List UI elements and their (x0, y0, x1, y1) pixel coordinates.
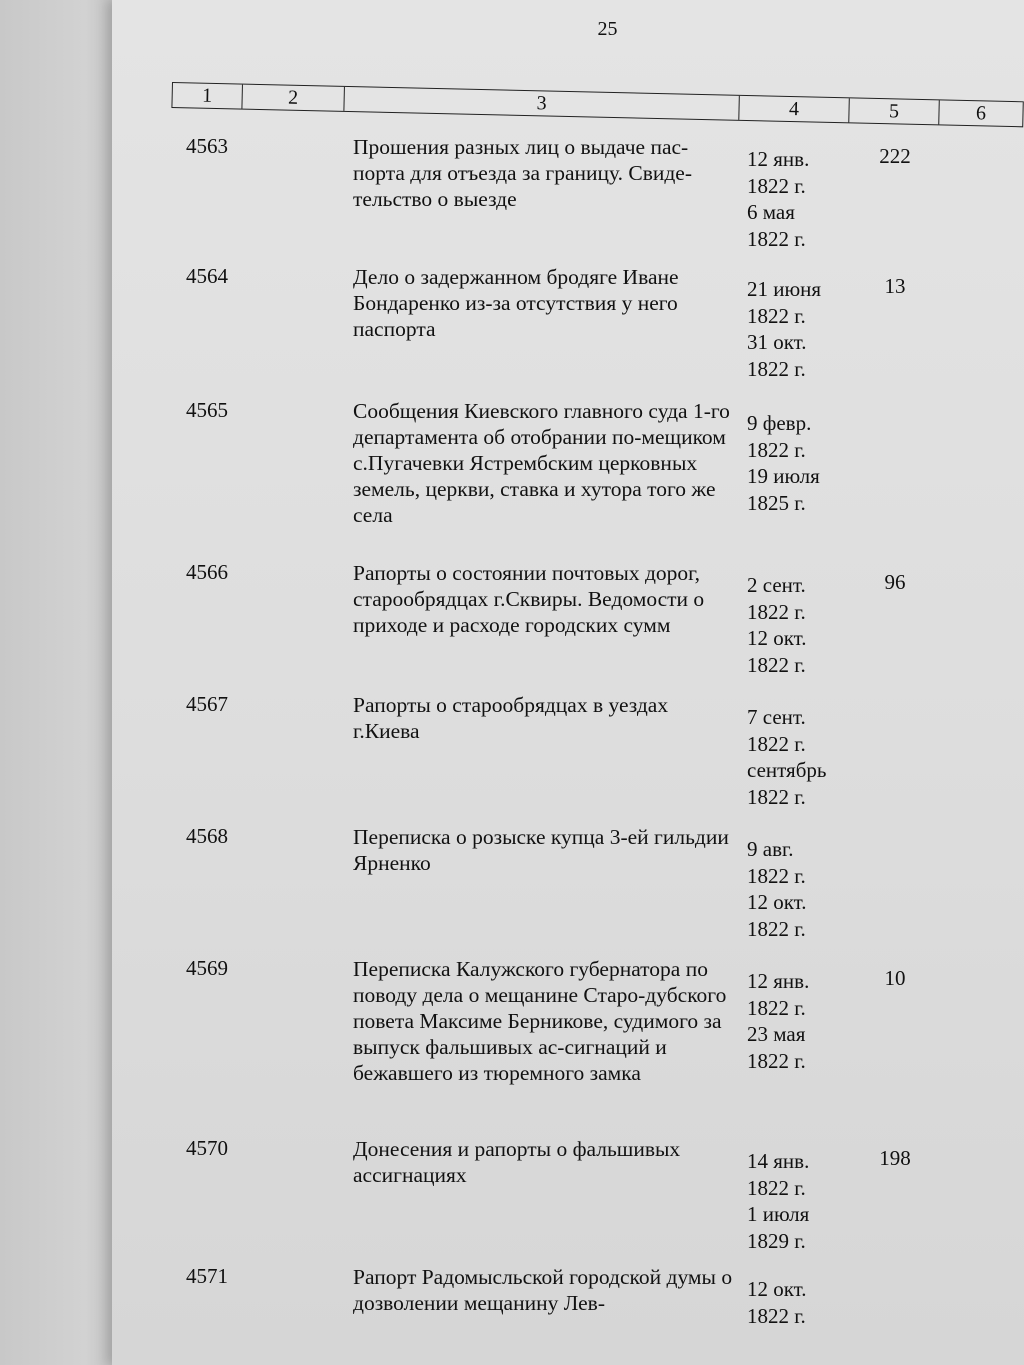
column-header-3: 3 (344, 87, 739, 120)
entry-date: 1822 г. (747, 731, 806, 756)
entry-dates (747, 572, 857, 678)
page-number: 25 (597, 18, 618, 40)
entry-date: 9 февр. (747, 411, 812, 435)
column-header-6: 6 (975, 101, 987, 124)
entry-date: 1822 г. (747, 1303, 806, 1328)
entry-date: 1822 г. (747, 226, 806, 251)
column-header-4: 4 (739, 96, 850, 122)
entry-date: 1822 г. (747, 437, 806, 462)
entry-dates (747, 1276, 857, 1329)
entry-date: 23 мая (747, 1022, 806, 1046)
entry-number: 4568 (186, 824, 228, 848)
entry-date: 1822 г. (747, 863, 806, 888)
entry-description: Донесения и рапорты о фальшивых ассигнациях (353, 1137, 681, 1187)
entry-sheet-count: 96 (884, 570, 906, 594)
entry-number: 4565 (186, 398, 228, 422)
entry-dates (747, 836, 857, 942)
entry-date: 1822 г. (747, 303, 806, 328)
entry-number: 4566 (186, 560, 228, 584)
entry-date: 1822 г. (747, 916, 806, 941)
entry-description: Переписка Калужского губернатора по поводу дела о мещанине Старо-дубского повета Максиме Берникове, судимого за выпуск фальшивых ас-сигнаций и бежавшего из тюремного замка (353, 957, 727, 1085)
entry-description: Переписка о розыске купца 3-ей гильдии Ярненко (353, 825, 729, 875)
entry-number: 4564 (186, 264, 228, 288)
entry-date: 1822 г. (747, 652, 806, 677)
entry-sheet-count: 13 (884, 274, 906, 298)
entry-date: 12 окт. (747, 626, 807, 650)
entry-description: Прошения разных лиц о выдаче пас-порта для отъезда за границу. Свиде-тельство о выезде (353, 135, 693, 211)
entry-date: 31 окт. (747, 330, 807, 354)
entry-date: 1822 г. (747, 995, 806, 1020)
entry-date: 1822 г. (747, 1175, 806, 1200)
entry-date: 1822 г. (747, 356, 806, 381)
entry-date: 19 июля (747, 464, 820, 488)
entry-date: 9 авг. (747, 837, 794, 861)
entry-dates (747, 704, 857, 810)
entry-date: 2 сент. (747, 573, 806, 597)
entry-number: 4571 (186, 1264, 228, 1288)
column-header-1: 1 (172, 83, 243, 109)
entry-description: Рапорты о состоянии почтовых дорог, старообрядцах г.Сквиры. Ведомости о приходе и расходе городских сумм (353, 561, 705, 637)
entry-date: 14 янв. (747, 1149, 810, 1173)
entry-date: 6 мая (747, 200, 795, 224)
entry-date: 12 окт. (747, 1277, 807, 1301)
entry-dates (747, 968, 857, 1074)
entry-description: Рапорты о старообрядцах в уездах г.Киева (353, 693, 669, 743)
entry-sheet-count: 198 (879, 1146, 911, 1170)
entry-date: 1822 г. (747, 1048, 806, 1073)
entry-number: 4569 (186, 956, 228, 980)
entry-date: 1822 г. (747, 599, 806, 624)
entry-date: 1822 г. (747, 784, 806, 809)
entry-number: 4570 (186, 1136, 228, 1160)
entry-date: 12 окт. (747, 890, 807, 914)
entry-number: 4567 (186, 692, 228, 716)
entry-dates (747, 1148, 857, 1254)
column-header-5: 5 (849, 98, 940, 124)
entry-number: 4563 (186, 134, 228, 158)
entry-date: 1 июля (747, 1202, 810, 1226)
entry-date: 1829 г. (747, 1228, 806, 1253)
entry-date: 1822 г. (747, 173, 806, 198)
entry-date: сентябрь (747, 758, 827, 782)
entry-dates (747, 276, 857, 382)
entry-date: 21 июня (747, 277, 822, 301)
column-header-2: 2 (242, 85, 345, 111)
entry-sheet-count: 222 (879, 144, 911, 168)
entry-date: 12 янв. (747, 147, 810, 171)
entry-date: 1825 г. (747, 490, 806, 515)
entry-dates (747, 410, 857, 516)
entry-sheet-count: 10 (884, 966, 906, 990)
entry-description: Рапорт Радомысльской городской думы о дозволении мещанину Лев- (353, 1265, 733, 1315)
entry-description: Сообщения Киевского главного суда 1-го департамента об отобрании по-мещиком с.Пугачевки Ястрембским церковных земель, церкви, ставка и хутора того же села (353, 399, 730, 527)
entry-date: 12 янв. (747, 969, 810, 993)
entry-dates (747, 146, 857, 252)
entry-description: Дело о задержанном бродяге Иване Бондаренко из-за отсутствия у него паспорта (353, 265, 679, 341)
entry-date: 7 сент. (747, 705, 806, 729)
